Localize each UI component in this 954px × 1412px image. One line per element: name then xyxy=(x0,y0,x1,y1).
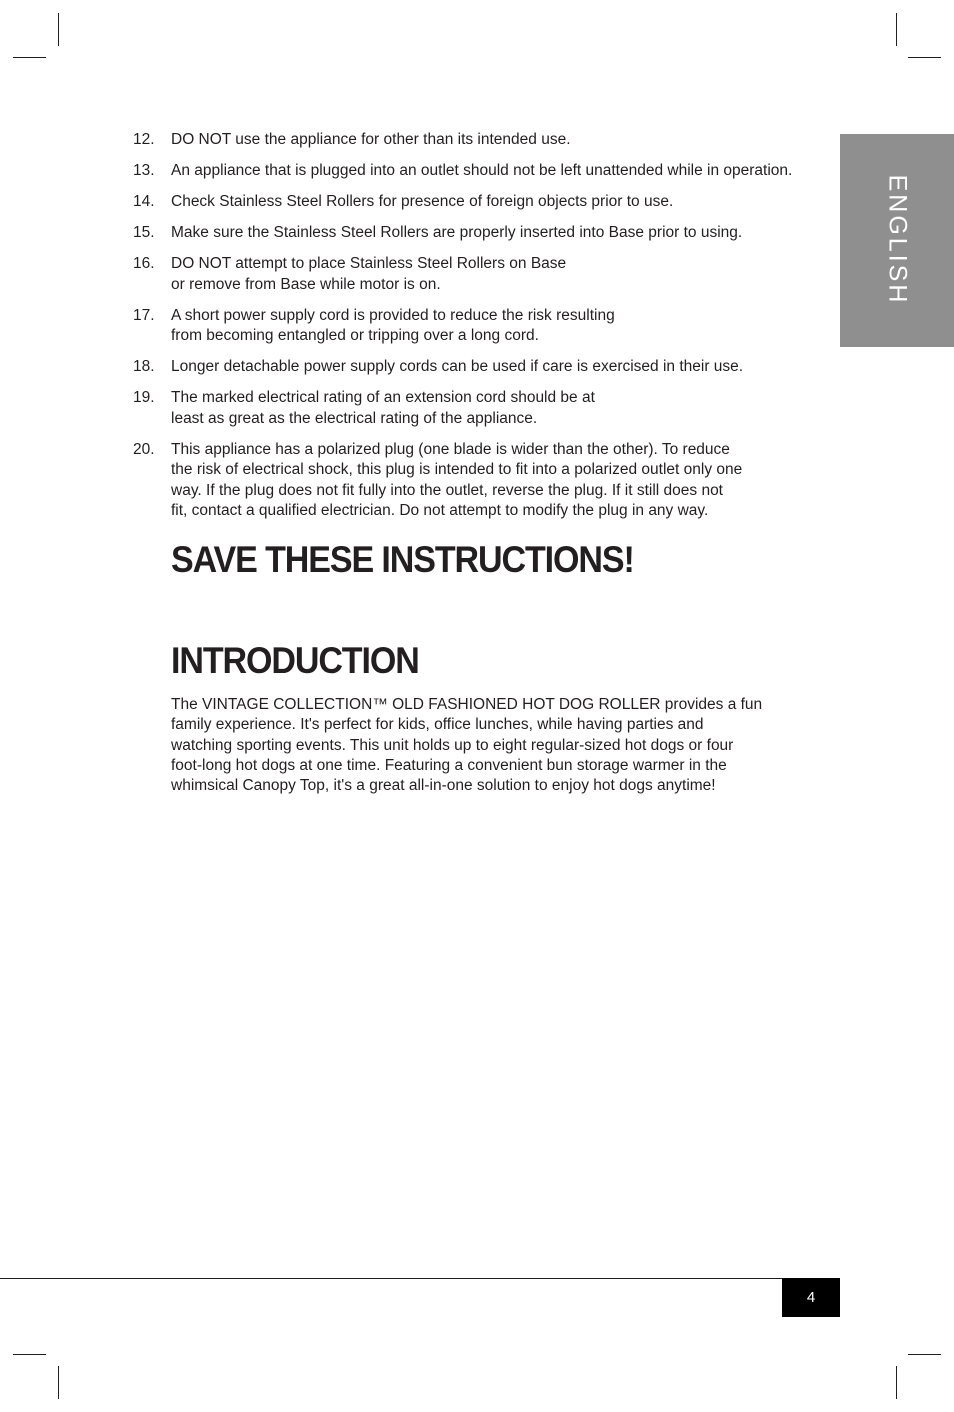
list-item-text: DO NOT attempt to place Stainless Steel Rollers on Base or remove from Base while motor is on. xyxy=(171,255,567,293)
list-item-number: 13. xyxy=(133,162,155,179)
list-item-text: Check Stainless Steel Rollers for presence of foreign objects prior to use. xyxy=(171,193,674,210)
list-item xyxy=(133,357,833,378)
language-tab xyxy=(840,134,954,347)
save-instructions-heading: SAVE THESE INSTRUCTIONS! xyxy=(171,539,634,580)
list-item-text: An appliance that is plugged into an outlet should not be left unattended while in operation. xyxy=(171,162,793,179)
page-number: 4 xyxy=(806,1289,816,1306)
list-item xyxy=(133,440,833,522)
crop-mark xyxy=(58,1366,59,1399)
list-item-number: 14. xyxy=(133,193,155,210)
page-number-box xyxy=(782,1278,840,1317)
crop-mark xyxy=(908,57,941,58)
crop-mark xyxy=(58,13,59,46)
list-item-number: 16. xyxy=(133,255,155,272)
list-item xyxy=(133,161,833,182)
list-item-number: 15. xyxy=(133,224,155,241)
list-item-text: A short power supply cord is provided to reduce the risk resulting from becoming entangled or tripping over a long cord. xyxy=(171,306,615,344)
crop-mark xyxy=(896,13,897,46)
crop-mark xyxy=(13,1354,46,1355)
footer-rule xyxy=(0,1278,840,1279)
introduction-body: The VINTAGE COLLECTION™ OLD FASHIONED HOT DOG ROLLER provides a fun family experience. It's perfect for kids, office lunches, while having parties and watching sporting events. This unit holds up to eight regular-sized hot dogs or four foot-long hot dogs at one time. Featuring a convenient bun storage warmer in the whimsical Canopy Top, it's a great all-in-one solution to enjoy hot dogs anytime! xyxy=(171,696,763,795)
list-item-text: The marked electrical rating of an extension cord should be at least as great as the electrical rating of the appliance. xyxy=(171,389,595,427)
list-item xyxy=(133,306,833,347)
list-item-number: 18. xyxy=(133,358,155,375)
list-item-number: 17. xyxy=(133,306,155,324)
safety-instructions-list xyxy=(133,130,833,532)
list-item xyxy=(133,130,833,151)
introduction-heading: INTRODUCTION xyxy=(171,640,419,681)
crop-mark xyxy=(896,1366,897,1399)
list-item-text: Longer detachable power supply cords can be used if care is exercised in their use. xyxy=(171,358,744,375)
list-item xyxy=(133,192,833,213)
list-item-number: 20. xyxy=(133,440,155,458)
list-item xyxy=(133,223,833,244)
list-item xyxy=(133,254,833,295)
list-item-text: Make sure the Stainless Steel Rollers are properly inserted into Base prior to using. xyxy=(171,224,743,241)
crop-mark xyxy=(908,1354,941,1355)
list-item-number: 12. xyxy=(133,131,155,148)
list-item xyxy=(133,388,833,429)
list-item-number: 19. xyxy=(133,389,155,406)
list-item-text: This appliance has a polarized plug (one blade is wider than the other). To reduce the risk of electrical shock, this plug is intended to fit into a polarized outlet only one way. If the plug does not fit fully into the outlet, reverse the plug. If it still does not fit, contact a qualified electrician. Do not attempt to modify the plug in any way. xyxy=(171,440,743,519)
crop-mark xyxy=(13,57,46,58)
list-item-text: DO NOT use the appliance for other than its intended use. xyxy=(171,131,571,148)
language-tab-label: ENGLISH xyxy=(883,174,912,306)
